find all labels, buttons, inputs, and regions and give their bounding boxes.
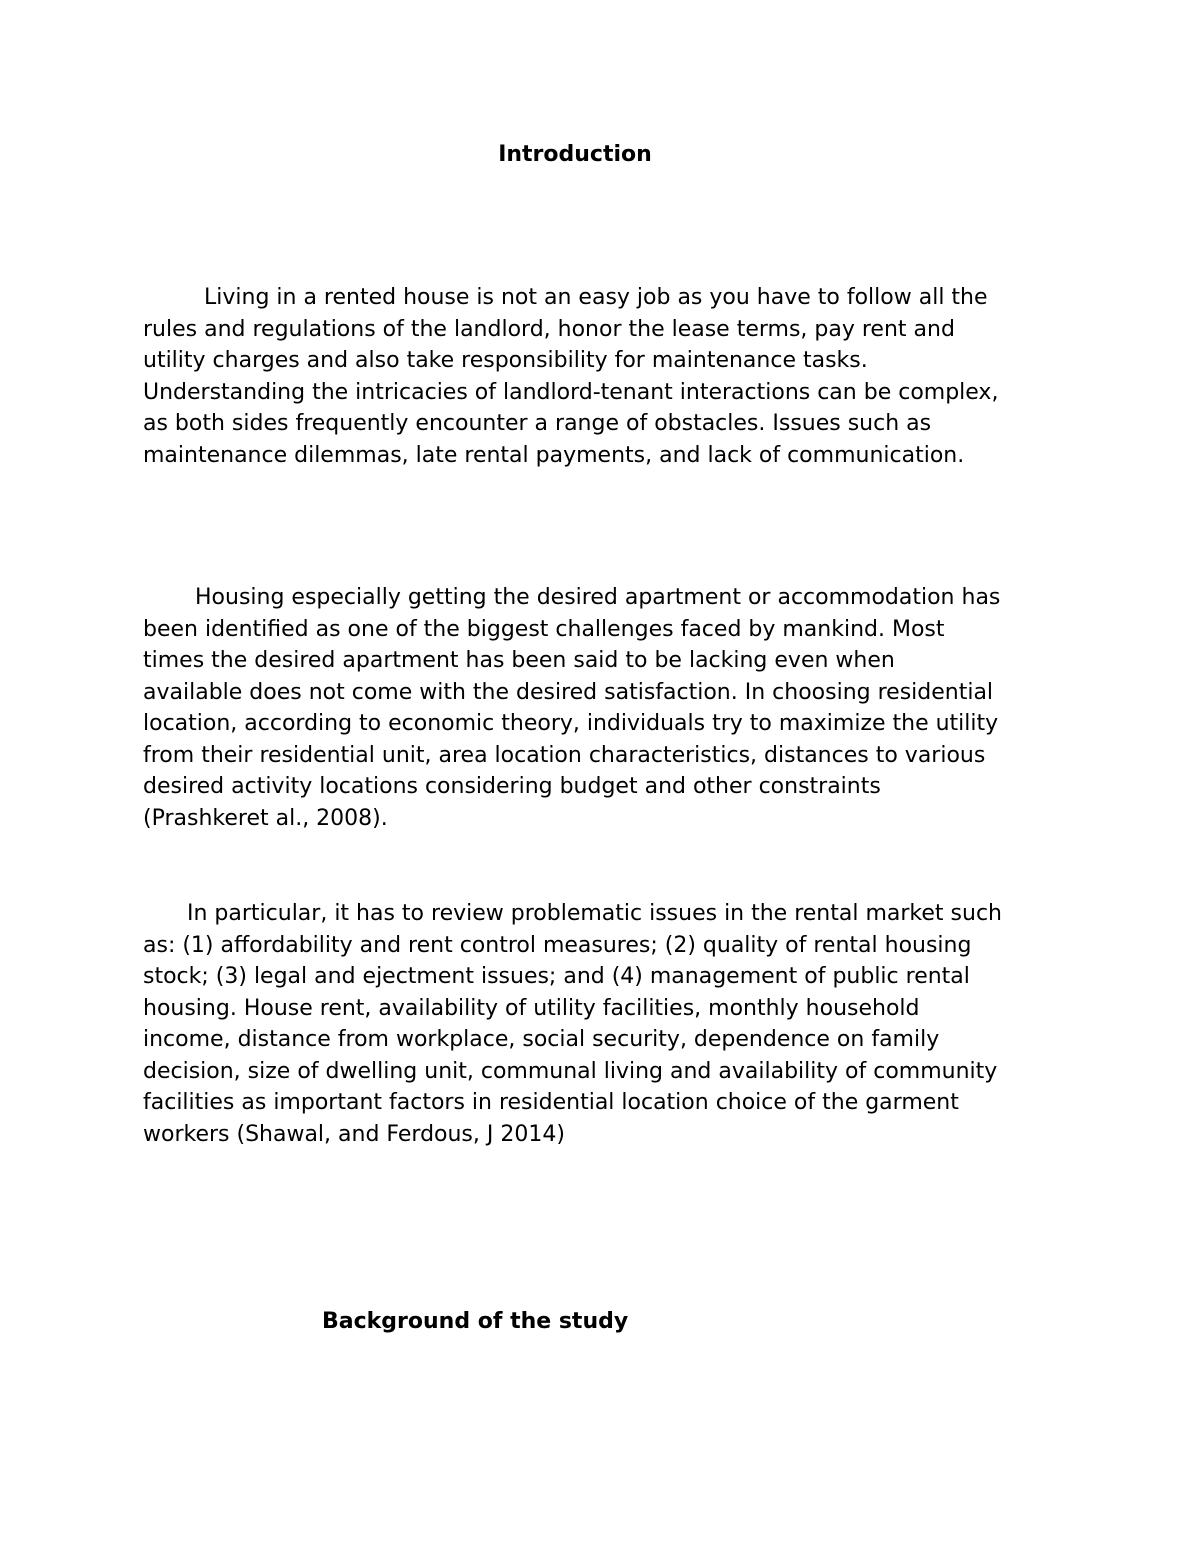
paragraph-line: Housing especially getting the desired apartment or accommodation has	[195, 585, 1001, 610]
heading-background-of-study: Background of the study	[322, 1309, 629, 1334]
paragraph-line: workers (Shawal, and Ferdous, J 2014)	[143, 1121, 565, 1147]
paragraph-line: as: (1) affordability and rent control measures; (2) quality of rental housing	[143, 932, 972, 958]
paragraph-line: In particular, it has to review problematic issues in the rental market such	[187, 901, 1002, 926]
paragraph-line: Understanding the intricacies of landlord-tenant interactions can be complex,	[143, 379, 999, 405]
paragraph-line: utility charges and also take responsibility for maintenance tasks.	[143, 348, 868, 373]
paragraph-rented-house	[143, 282, 1073, 471]
paragraph-line: (Prashkeret al., 2008).	[143, 805, 388, 831]
heading-introduction: Introduction	[498, 142, 652, 167]
paragraph-line: times the desired apartment has been said to be lacking even when	[143, 648, 895, 673]
paragraph-line: been identified as one of the biggest challenges faced by mankind. Most	[143, 616, 945, 642]
paragraph-line: location, according to economic theory, individuals try to maximize the utility	[143, 711, 999, 736]
paragraph-housing	[143, 582, 1073, 834]
paragraph-line: stock; (3) legal and ejectment issues; and (4) management of public rental	[143, 964, 970, 989]
paragraph-line: income, distance from workplace, social security, dependence on family	[143, 1027, 940, 1052]
paragraph-line: decision, size of dwelling unit, communal living and availability of community	[143, 1058, 998, 1084]
paragraph-line: desired activity locations considering budget and other constraints	[143, 774, 881, 799]
paragraph-line: Living in a rented house is not an easy job as you have to follow all the	[204, 285, 988, 310]
paragraph-line: available does not come with the desired satisfaction. In choosing residential	[143, 679, 994, 705]
paragraph-line: maintenance dilemmas, late rental payments, and lack of communication.	[143, 442, 965, 468]
paragraph-line: housing. House rent, availability of utility facilities, monthly household	[143, 995, 920, 1021]
paragraph-line: as both sides frequently encounter a range of obstacles. Issues such as	[143, 411, 932, 436]
paragraph-line: facilities as important factors in residential location choice of the garment	[143, 1090, 959, 1115]
paragraph-line: from their residential unit, area location characteristics, distances to various	[143, 742, 986, 768]
paragraph-line: rules and regulations of the landlord, honor the lease terms, pay rent and	[143, 316, 955, 342]
paragraph-rental-market	[143, 898, 1073, 1150]
